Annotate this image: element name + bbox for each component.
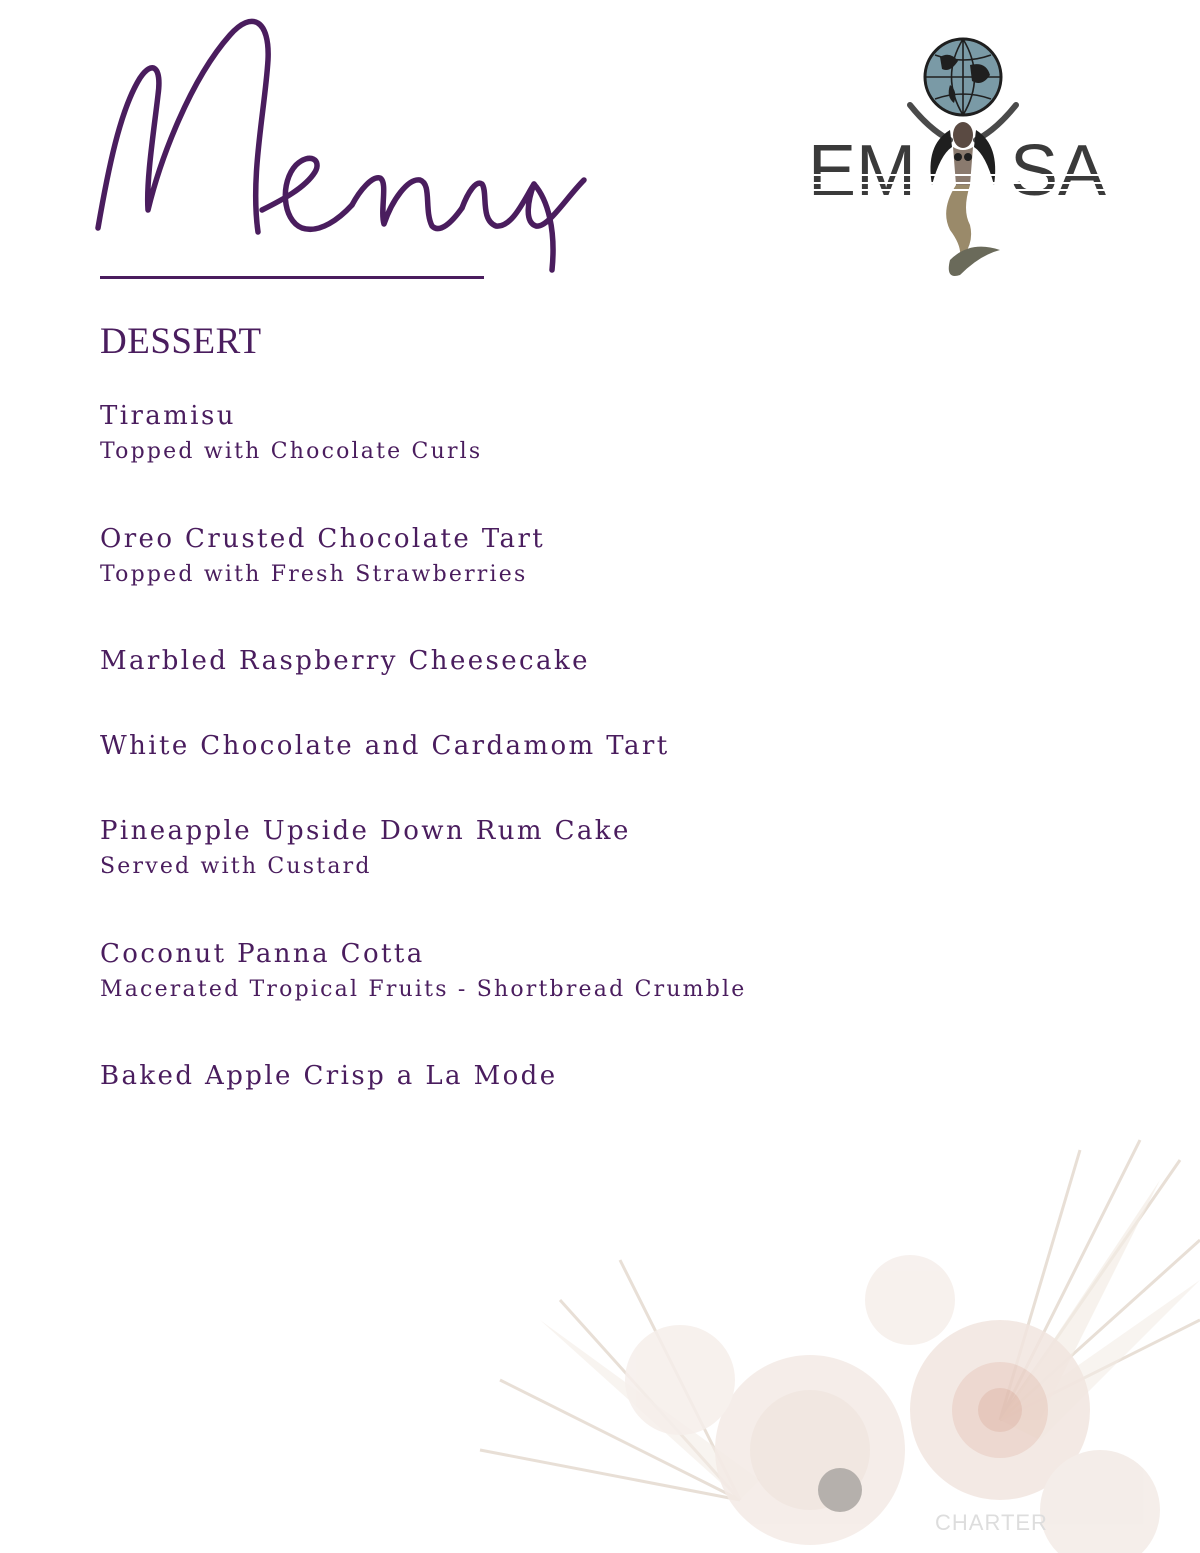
svg-text:EM: EM bbox=[808, 131, 916, 211]
menu-item bbox=[100, 523, 545, 591]
menu-item-name: Pineapple Upside Down Rum Cake bbox=[100, 816, 631, 846]
svg-text:SA: SA bbox=[1010, 131, 1107, 211]
menu-item bbox=[100, 815, 631, 883]
watermark-text: CHARTER bbox=[935, 1510, 1048, 1535]
page-title bbox=[0, 0, 620, 290]
menu-item-name: White Chocolate and Cardamom Tart bbox=[100, 731, 670, 761]
menu-item-name: Tiramisu bbox=[100, 401, 236, 431]
menu-item bbox=[100, 645, 590, 677]
floral-decoration-icon bbox=[440, 1120, 1200, 1553]
menu-item bbox=[100, 938, 746, 1006]
menu-item bbox=[100, 730, 670, 762]
menu-item-description: Topped with Chocolate Curls bbox=[100, 439, 483, 464]
menu-item-name: Baked Apple Crisp a La Mode bbox=[100, 1061, 558, 1091]
menu-item-name: Oreo Crusted Chocolate Tart bbox=[100, 524, 546, 554]
menu-item bbox=[100, 1060, 557, 1092]
emosa-logo bbox=[800, 35, 1120, 285]
globe-icon bbox=[925, 39, 1001, 115]
menu-item-description: Macerated Tropical Fruits - Shortbread Crumble bbox=[100, 977, 747, 1002]
section-heading-dessert: DESSERT bbox=[100, 321, 262, 362]
menu-item-description: Topped with Fresh Strawberries bbox=[100, 562, 528, 587]
menu-item-name: Marbled Raspberry Cheesecake bbox=[100, 646, 590, 676]
menu-item-name: Coconut Panna Cotta bbox=[100, 939, 425, 969]
menu-item bbox=[100, 400, 482, 468]
title-underline bbox=[100, 276, 484, 279]
menu-item-description: Served with Custard bbox=[100, 854, 372, 879]
